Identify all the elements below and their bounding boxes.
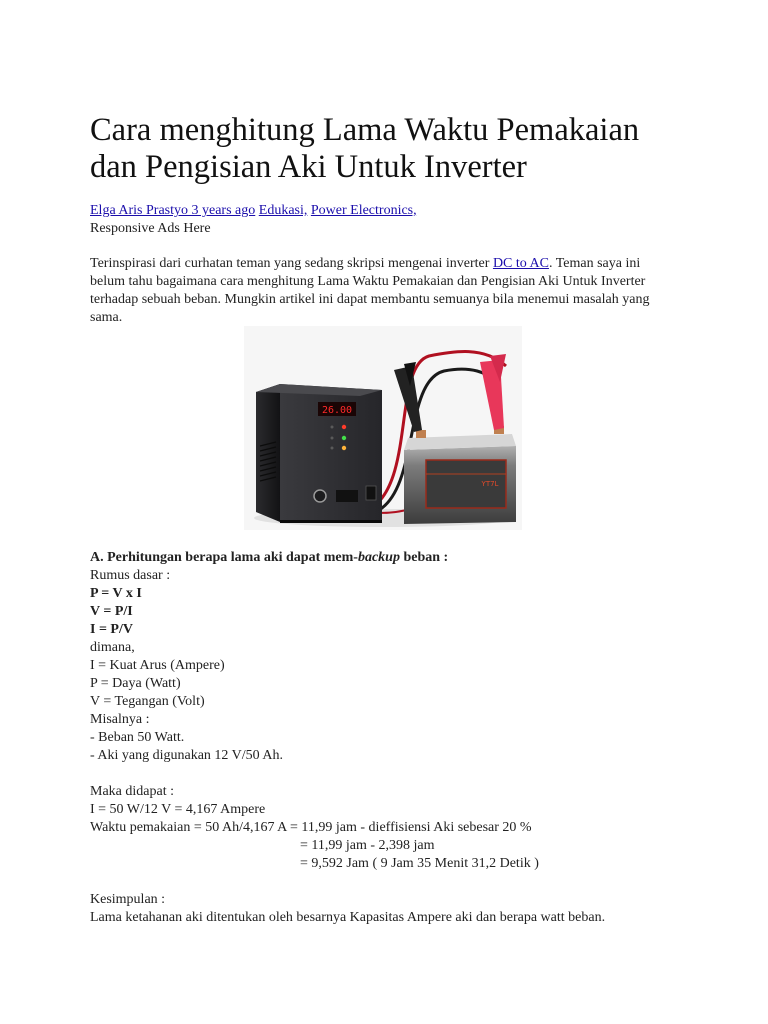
example-line: - Aki yang digunakan 12 V/50 Ah. <box>90 748 284 763</box>
example-line: - Beban 50 Watt. <box>90 730 185 745</box>
battery-label: YT7L <box>481 480 499 488</box>
definition-line: I = Kuat Arus (Ampere) <box>90 658 225 673</box>
category-link-power-electronics[interactable]: Power Electronics, <box>310 203 417 218</box>
formula-line: P = V x I <box>90 586 142 601</box>
section-a <box>90 549 680 927</box>
formula-line: V = P/I <box>90 604 133 619</box>
category-link-edukasi[interactable]: Edukasi, <box>258 203 308 218</box>
definition-line: V = Tegangan (Volt) <box>90 694 205 709</box>
spacer <box>90 765 680 783</box>
ads-placeholder: Responsive Ads Here <box>90 221 211 236</box>
conclusion-text: Lama ketahanan aki ditentukan oleh besarnya Kapasitas Ampere aki dan berapa watt beban. <box>90 910 606 925</box>
calc-line: I = 50 W/12 V = 4,167 Ampere <box>90 802 266 817</box>
author-link[interactable]: Elga Aris Prastyo 3 years ago <box>90 203 256 218</box>
spacer <box>90 873 680 891</box>
charger-battery-photo <box>244 326 522 530</box>
formula-line: I = P/V <box>90 622 133 637</box>
intro-paragraph: Terinspirasi dari curhatan teman yang sedang skripsi mengenai inverter DC to AC. Teman saya ini belum tahu bagaimana cara menghitung Lama Waktu Pemakaian dan Pengisian Aki Untuk Inverter terhadap sebuah beban. Mungkin artikel ini dapat membantu semuanya bila menemui masalah yang sama. <box>90 256 650 325</box>
calc-line: = 11,99 jam - 2,398 jam <box>300 838 435 853</box>
dimana-label: dimana, <box>90 640 135 655</box>
section-heading: A. Perhitungan berapa lama aki dapat mem-backup beban : <box>90 550 449 565</box>
misalnya-label: Misalnya : <box>90 712 150 727</box>
kesimpulan-label: Kesimpulan : <box>90 892 166 907</box>
definition-line: P = Daya (Watt) <box>90 676 181 691</box>
article-title: Cara menghitung Lama Waktu Pemakaian dan Pengisian Aki Untuk Inverter <box>90 112 640 185</box>
post-meta <box>90 202 417 220</box>
calc-line: = 9,592 Jam ( 9 Jam 35 Menit 31,2 Detik ) <box>300 856 539 871</box>
maka-label: Maka didapat : <box>90 784 174 799</box>
calc-line: Waktu pemakaian = 50 Ah/4,167 A = 11,99 jam - dieffisiensi Aki sebesar 20 % <box>90 820 532 835</box>
rumus-label: Rumus dasar : <box>90 568 171 583</box>
dc-to-ac-link[interactable]: DC to AC <box>492 256 549 271</box>
charger-battery-illustration <box>244 326 522 530</box>
display-reading: 26.00 <box>321 405 353 416</box>
